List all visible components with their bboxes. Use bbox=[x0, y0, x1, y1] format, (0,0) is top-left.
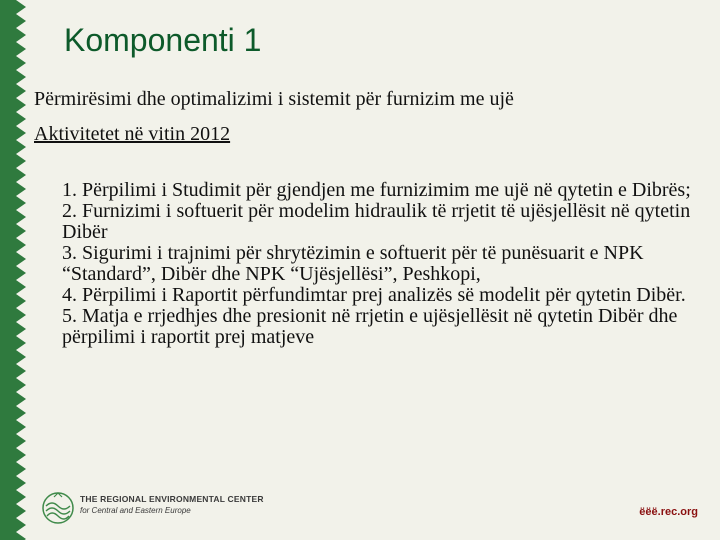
activity-item: 2. Furnizimi i softuerit për modelim hidraulik të rrjetit të ujësjellësit në qytetin Dibër bbox=[62, 200, 691, 243]
activity-item: 5. Matja e rrjedhjes dhe presionit në rrjetin e ujësjellësit në qytetin Dibër dhe përpilimi i raportit prej matjeve bbox=[62, 305, 678, 348]
rec-logo-icon bbox=[40, 490, 76, 528]
activity-item: 1. Përpilimi i Studimit për gjendjen me furnizimim me ujë në qytetin e Dibrës; bbox=[62, 179, 691, 201]
org-subtitle: for Central and Eastern Europe bbox=[80, 506, 191, 515]
slide-title: Komponenti 1 bbox=[64, 22, 262, 58]
org-name: THE REGIONAL ENVIRONMENTAL CENTER bbox=[80, 494, 264, 504]
activity-list bbox=[62, 180, 702, 348]
rec-logo bbox=[40, 490, 280, 530]
activities-heading: Aktivitetet në vitin 2012 bbox=[34, 123, 231, 145]
activity-item: 4. Përpilimi i Raportit përfundimtar prej analizës së modelit për qytetin Dibër. bbox=[62, 284, 686, 306]
footer-url: ëëë.rec.org bbox=[639, 506, 698, 518]
slide-subtitle: Përmirësimi dhe optimalizimi i sistemit për furnizim me ujë bbox=[34, 88, 514, 110]
activity-item: 3. Sigurimi i trajnimi për shrytëzimin e softuerit për të punësuarit e NPK “Standard”, Dibër dhe NPK “Ujësjellësi”, Peshkopi, bbox=[62, 242, 644, 285]
decorative-zigzag-stripe bbox=[0, 0, 28, 540]
